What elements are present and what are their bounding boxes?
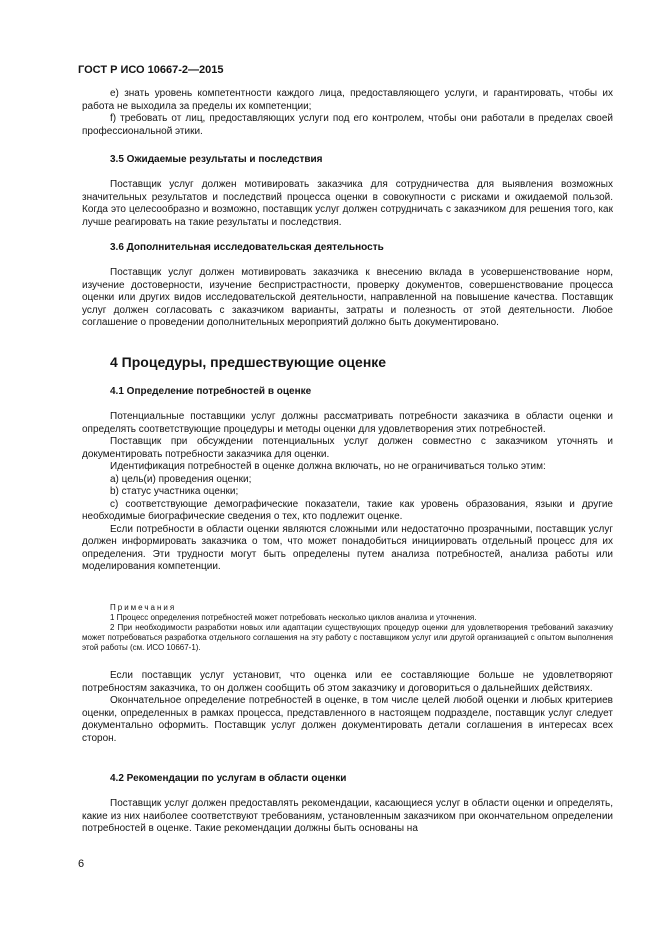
paragraph: Потенциальные поставщики услуг должны рассматривать потребности заказчика в области оценки и определять соответствующие процедуры и методы оценки для удовлетворения этих потребностей.: [82, 411, 613, 435]
section-3-5-body: [82, 179, 613, 229]
paragraph: Поставщик услуг должен мотивировать заказчика к внесению вклада в усовершенствование норм, изучение достоверности, изучение беспристрастности, проверку документов, совершенствование процесса оценки или других видов исследовательской деятельности, направленной на повышение качества. Поставщик услуг должен согласовать с заказчиком варианты, затраты и полезность от этой деятельности. Любое соглашение о проведении дополнительных мероприятий должно быть документировано.: [82, 267, 613, 328]
paragraph: Если поставщик услуг установит, что оценка или ее составляющие больше не удовлетворяют потребностям заказчика, то он должен сообщить об этом заказчику и договориться о дальнейших действиях.: [82, 670, 613, 694]
paragraph: Поставщик услуг должен предоставлять рекомендации, касающиеся услуг в области оценки и определять, какие из них наиболее соответствуют требованиям, установленным заказчиком при окончательном определении потребностей в оценке. Такие рекомендации должны быть основаны на: [82, 798, 613, 834]
page-number: 6: [78, 858, 85, 870]
paragraph: Если потребности в области оценки являются сложными или недостаточно прозрачными, поставщик услуг должен информировать заказчика о том, что может понадобиться инициировать отдельный процесс для их определения. Эти трудности могут быть определены путем анализа потребностей, анализа работы или моделирования компетенции.: [82, 523, 613, 572]
note-item: 2 При необходимости разработки новых или адаптации существующих процедур оценки для удовлетворения требований заказчику может потребоваться разработка отдельного соглашения на эту работу с поставщиком услуг или другой организацией с опытом выполнения этой работы (см. ИСО 10667-1).: [82, 623, 613, 652]
heading-4-1: 4.1 Определение потребностей в оценке: [110, 386, 312, 397]
paragraph: Поставщик при обсуждении потенциальных услуг должен совместно с заказчиком уточнять и документировать потребности заказчика для оценки.: [82, 436, 613, 460]
list-item-e: e) знать уровень компетентности каждого лица, предоставляющего услуги, и гарантировать, чтобы их работа не выходила за пределы их компетенции;: [82, 88, 613, 112]
note-item: 1 Процесс определения потребностей может потребовать несколько циклов анализа и уточнения.: [110, 613, 477, 622]
section-4-1-body-continued: [82, 670, 613, 745]
heading-4-2: 4.2 Рекомендации по услугам в области оценки: [110, 773, 347, 784]
heading-3-5: 3.5 Ожидаемые результаты и последствия: [110, 154, 323, 165]
list-item-f: f) требовать от лиц, предоставляющих услуги под его контролем, чтобы они работали в пределах своей профессиональной этики.: [82, 113, 613, 137]
paragraph: Идентификация потребностей в оценке должна включать, но не ограничиваться только этим:: [110, 461, 546, 472]
paragraph: Поставщик услуг должен мотивировать заказчика для сотрудничества для выявления возможных значительных результатов и последствий процесса оценки в совокупности с рисками и ожидаемой пользой. Когда это целесообразно и возможно, поставщик услуг должен сотрудничать с заказчиком для решения того, как лучше реагировать на такие результаты и последствия.: [82, 179, 613, 228]
list-item-c: c) соответствующие демографические показатели, такие как уровень образования, языки и другие необходимые биографические сведения о тех, кто подлежит оценке.: [82, 498, 613, 522]
paragraph: Окончательное определение потребностей в оценке, в том числе целей любой оценки и любых критериев оценки, определенных в рамках процесса, представленного в настоящем подразделе, поставщик услуг следует документально оформить. Поставщик услуг должен документировать детали соглашения в интересах всех сторон.: [82, 695, 613, 744]
list-continuation: [82, 88, 613, 138]
section-4-1-body: [82, 411, 613, 574]
list-item-b: b) статус участника оценки;: [110, 486, 239, 497]
section-3-6-body: [82, 267, 613, 330]
list-item-a: a) цель(и) проведения оценки;: [110, 473, 252, 485]
heading-3-6: 3.6 Дополнительная исследовательская деятельность: [110, 242, 384, 253]
heading-section-4: 4 Процедуры, предшествующие оценке: [110, 354, 387, 370]
section-4-2-body: [82, 798, 613, 836]
notes-block: [82, 603, 613, 653]
notes-title: Примечания: [110, 603, 177, 612]
document-header: ГОСТ Р ИСО 10667-2—2015: [78, 64, 224, 76]
